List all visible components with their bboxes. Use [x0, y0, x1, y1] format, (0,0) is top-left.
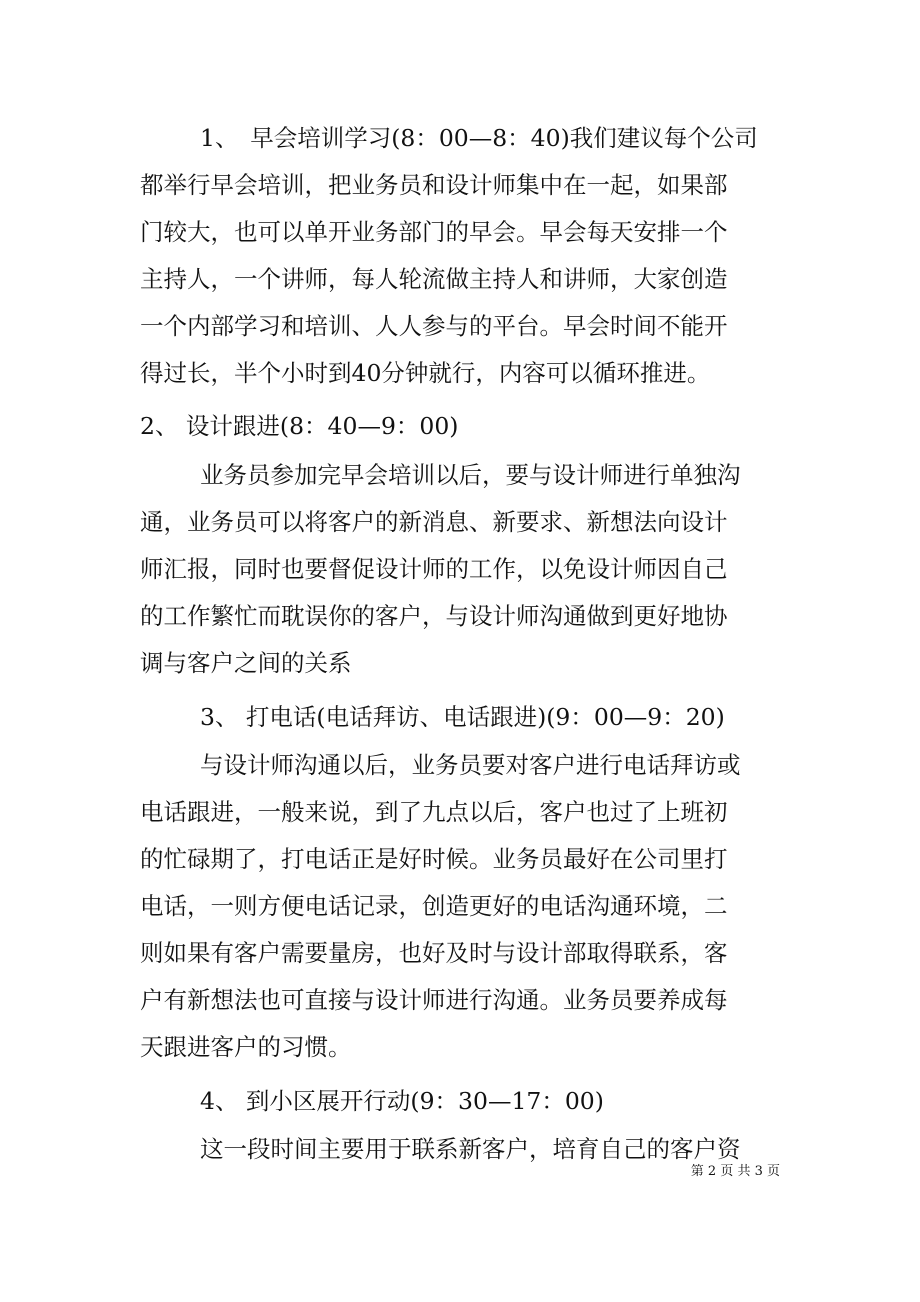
text-line: 得过长，半个小时到40分钟就行，内容可以循环推进。	[140, 359, 711, 387]
text-line: 一个内部学习和培训、人人参与的平台。早会时间不能开	[140, 312, 728, 340]
text-line: 电话，一则方便电话记录，创造更好的电话沟通环境，二	[140, 892, 728, 920]
section-heading: 2、 设计跟进(8：40—9：00)	[140, 412, 459, 440]
text-line: 1、 早会培训学习(8：00—8：40)我们建议每个公司	[200, 124, 758, 152]
text-line: 主持人，一个讲师，每人轮流做主持人和讲师，大家创造	[140, 265, 728, 293]
text-line: 这一段时间主要用于联系新客户，培育自己的客户资	[200, 1135, 741, 1163]
text-line: 师汇报，同时也要督促设计师的工作，以免设计师因自己	[140, 555, 728, 583]
text-line: 与设计师沟通以后，业务员要对客户进行电话拜访或	[200, 751, 741, 779]
text-line: 通，业务员可以将客户的新消息、新要求、新想法向设计	[140, 508, 728, 536]
page-number: 第 2 页 共 3 页	[690, 1164, 780, 1179]
section-heading: 3、 打电话(电话拜访、电话跟进)(9：00—9：20)	[200, 703, 725, 731]
text-line: 户有新想法也可直接与设计师进行沟通。业务员要养成每	[140, 986, 728, 1014]
section-heading: 4、 到小区展开行动(9：30—17：00)	[200, 1087, 604, 1115]
text-line: 天跟进客户的习惯。	[140, 1033, 352, 1061]
text-line: 则如果有客户需要量房，也好及时与设计部取得联系，客	[140, 939, 728, 967]
text-line: 门较大，也可以单开业务部门的早会。早会每天安排一个	[140, 218, 728, 246]
text-line: 的工作繁忙而耽误你的客户，与设计师沟通做到更好地协	[140, 602, 728, 630]
text-line: 电话跟进，一般来说，到了九点以后，客户也过了上班初	[140, 798, 728, 826]
text-line: 调与客户之间的关系	[140, 649, 352, 677]
text-line: 业务员参加完早会培训以后，要与设计师进行单独沟	[200, 461, 741, 489]
text-line: 都举行早会培训，把业务员和设计师集中在一起，如果部	[140, 171, 728, 199]
text-line: 的忙碌期了，打电话正是好时候。业务员最好在公司里打	[140, 845, 728, 873]
